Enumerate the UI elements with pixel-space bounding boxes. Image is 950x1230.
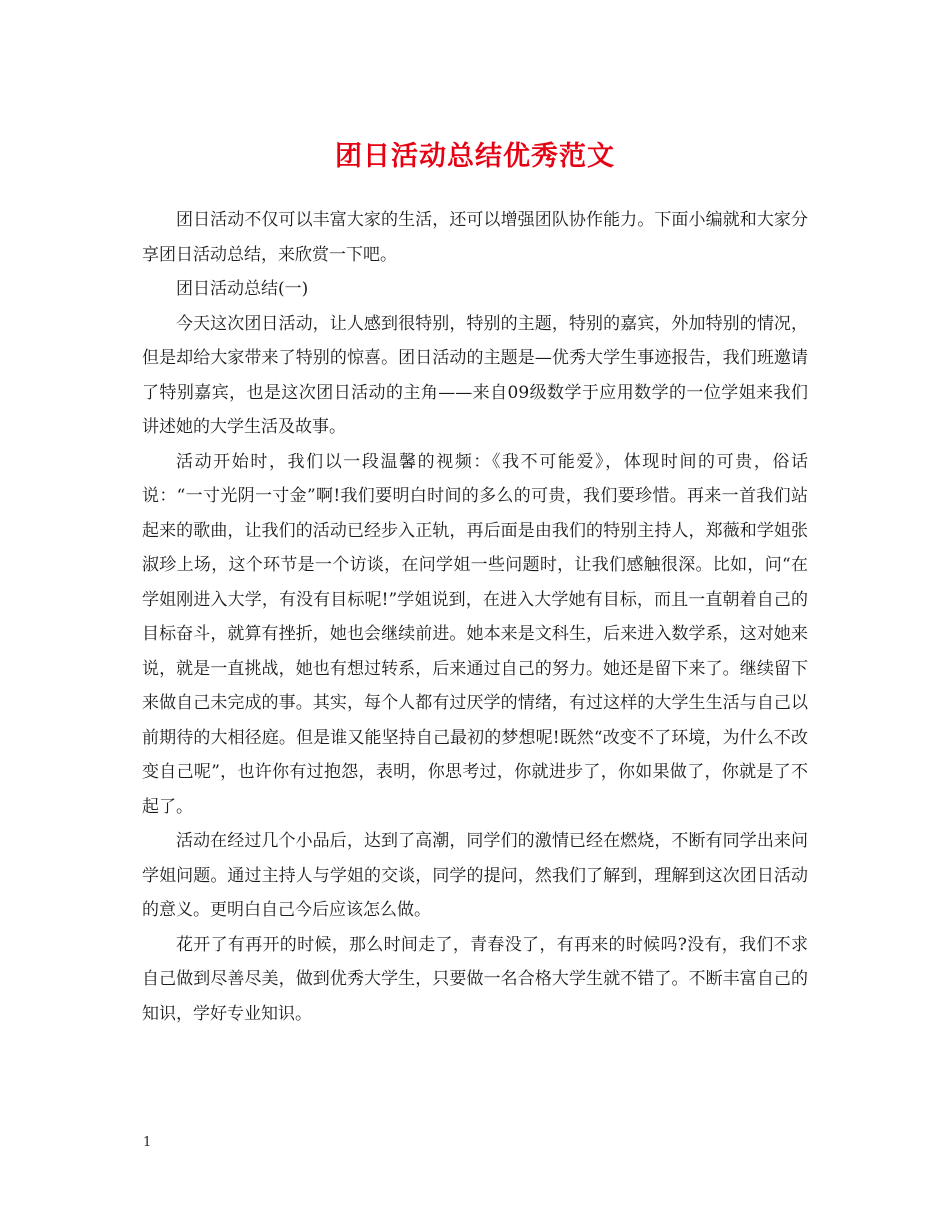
document-title: 团日活动总结优秀范文 — [335, 141, 615, 172]
paragraph-intro: 团日活动不仅可以丰富大家的生活，还可以增强团队协作能力。下面小编就和大家分享团日活动总结，来欣赏一下吧。 — [142, 210, 808, 265]
paragraph: 今天这次团日活动，让人感到很特别，特别的主题，特别的嘉宾，外加特别的情况，但是却给大家带来了特别的惊喜。团日活动的主题是—优秀大学生事迹报告，我们班邀请了特别嘉宾，也是这次团日活动的主角——来自09级数学于应用数学的一位学姐来我们讲述她的大学生活及故事。 — [142, 313, 808, 437]
section-heading: 团日活动总结(一) — [176, 279, 309, 299]
paragraph: 活动开始时，我们以一段温馨的视频：《我不可能爱》，体现时间的可贵，俗话说：“一寸光阴一寸金”啊!我们要明白时间的多么的可贵，我们要珍惜。再来一首我们站起来的歌曲，让我们的活动已经步入正轨，再后面是由我们的特别主持人，郑薇和学姐张淑珍上场，这个环节是一个访谈，在问学姐一些问题时，让我们感触很深。比如，问“在学姐刚进入大学，有没有目标呢!”学姐说到，在进入大学她有目标，而且一直朝着自己的目标奋斗，就算有挫折，她也会继续前进。她本来是文科生，后来进入数学系，这对她来说，就是一直挑战，她也有想过转系，后来通过自己的努力。她还是留下来了。继续留下来做自己未完成的事。其实，每个人都有过厌学的情绪，有过这样的大学生生活与自己以前期待的大相径庭。但是谁又能坚持自己最初的梦想呢!既然“改变不了环境，为什么不改变自己呢”，也许你有过抱怨，表明，你思考过，你就进步了，你如果做了，你就是了不起了。 — [142, 451, 808, 817]
document-body — [142, 203, 808, 1031]
paragraph: 活动在经过几个小品后，达到了高潮，同学们的激情已经在燃烧，不断有同学出来问学姐问题。通过主持人与学姐的交谈，同学的提问，然我们了解到，理解到这次团日活动的意义。更明白自己今后应该怎么做。 — [142, 831, 808, 920]
page-number: 1 — [143, 1135, 152, 1150]
paragraph: 花开了有再开的时候，那么时间走了，青春没了，有再来的时候吗?没有，我们不求自己做到尽善尽美，做到优秀大学生，只要做一名合格大学生就不错了。不断丰富自己的知识，学好专业知识。 — [142, 934, 808, 1024]
